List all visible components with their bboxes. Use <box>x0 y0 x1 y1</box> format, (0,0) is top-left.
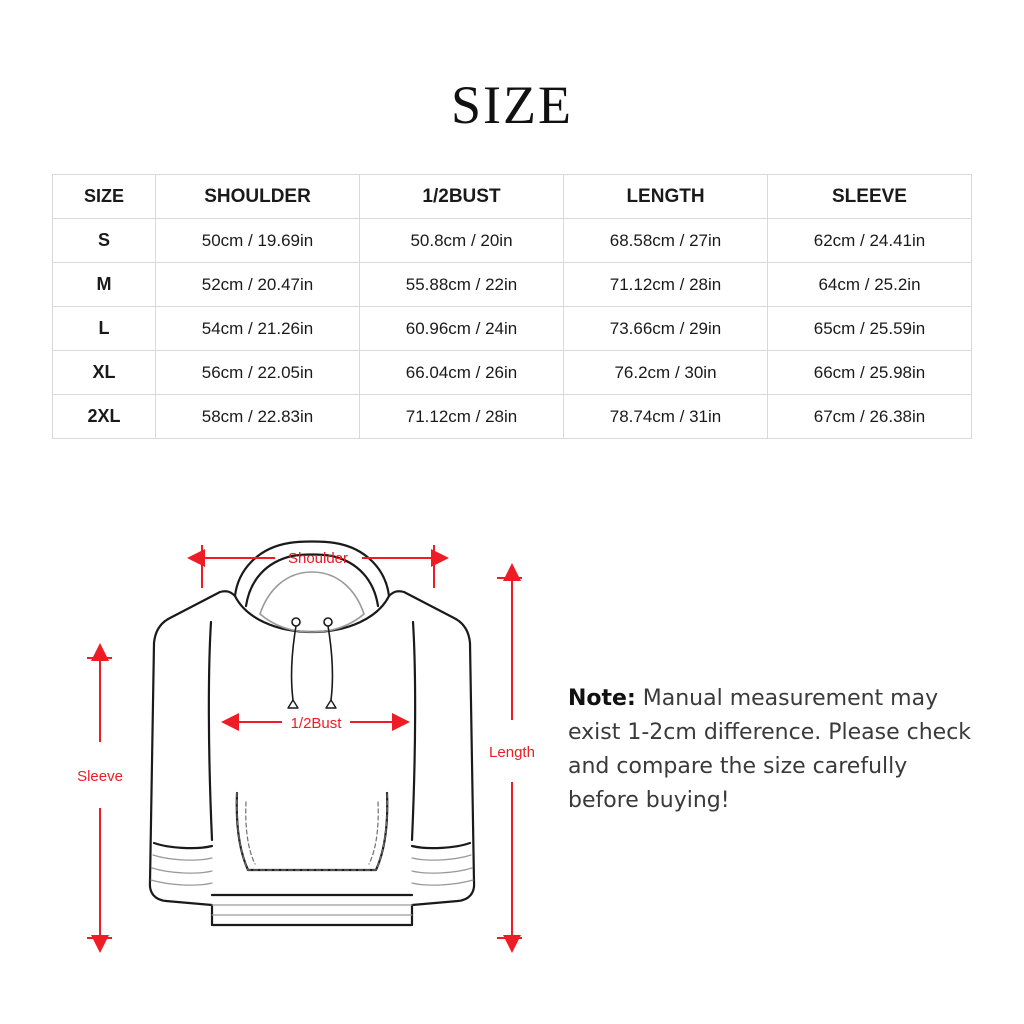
cell-size: 2XL <box>53 395 156 439</box>
column-header-bust: 1/2BUST <box>360 175 564 219</box>
table-row <box>53 395 972 439</box>
cell-bust: 50.8cm / 20in <box>360 219 564 263</box>
table-header-row <box>53 175 972 219</box>
cell-length: 73.66cm / 29in <box>564 307 768 351</box>
cell-size: S <box>53 219 156 263</box>
cell-shoulder: 56cm / 22.05in <box>156 351 360 395</box>
cell-size: L <box>53 307 156 351</box>
note-text: Manual measurement may exist 1-2cm difference. Please check and compare the size carefully before buying! <box>568 686 972 814</box>
cell-length: 76.2cm / 30in <box>564 351 768 395</box>
column-header-sleeve: SLEEVE <box>768 175 972 219</box>
cell-length: 71.12cm / 28in <box>564 263 768 307</box>
cell-shoulder: 52cm / 20.47in <box>156 263 360 307</box>
cell-sleeve: 67cm / 26.38in <box>768 395 972 439</box>
hoodie-illustration <box>150 542 474 926</box>
note-block <box>568 682 978 818</box>
size-chart-table <box>52 174 972 439</box>
label-bust: 1/2Bust <box>290 715 342 732</box>
cell-sleeve: 64cm / 25.2in <box>768 263 972 307</box>
column-header-length: LENGTH <box>564 175 768 219</box>
column-header-size: SIZE <box>53 175 156 219</box>
cell-shoulder: 58cm / 22.83in <box>156 395 360 439</box>
cell-bust: 55.88cm / 22in <box>360 263 564 307</box>
cell-shoulder: 54cm / 21.26in <box>156 307 360 351</box>
cell-size: M <box>53 263 156 307</box>
cell-sleeve: 65cm / 25.59in <box>768 307 972 351</box>
cell-bust: 66.04cm / 26in <box>360 351 564 395</box>
table-row <box>53 263 972 307</box>
table-row <box>53 351 972 395</box>
page-title: SIZE <box>451 75 573 135</box>
label-sleeve: Sleeve <box>77 768 123 785</box>
cell-length: 68.58cm / 27in <box>564 219 768 263</box>
cell-shoulder: 50cm / 19.69in <box>156 219 360 263</box>
table-row <box>53 307 972 351</box>
label-shoulder: Shoulder <box>287 550 349 567</box>
column-header-shoulder: SHOULDER <box>156 175 360 219</box>
measurement-diagram <box>60 510 560 980</box>
cell-bust: 60.96cm / 24in <box>360 307 564 351</box>
label-length: Length <box>489 744 535 761</box>
note-label: Note: <box>568 686 636 711</box>
cell-sleeve: 62cm / 24.41in <box>768 219 972 263</box>
cell-sleeve: 66cm / 25.98in <box>768 351 972 395</box>
cell-bust: 71.12cm / 28in <box>360 395 564 439</box>
cell-size: XL <box>53 351 156 395</box>
cell-length: 78.74cm / 31in <box>564 395 768 439</box>
table-row <box>53 219 972 263</box>
